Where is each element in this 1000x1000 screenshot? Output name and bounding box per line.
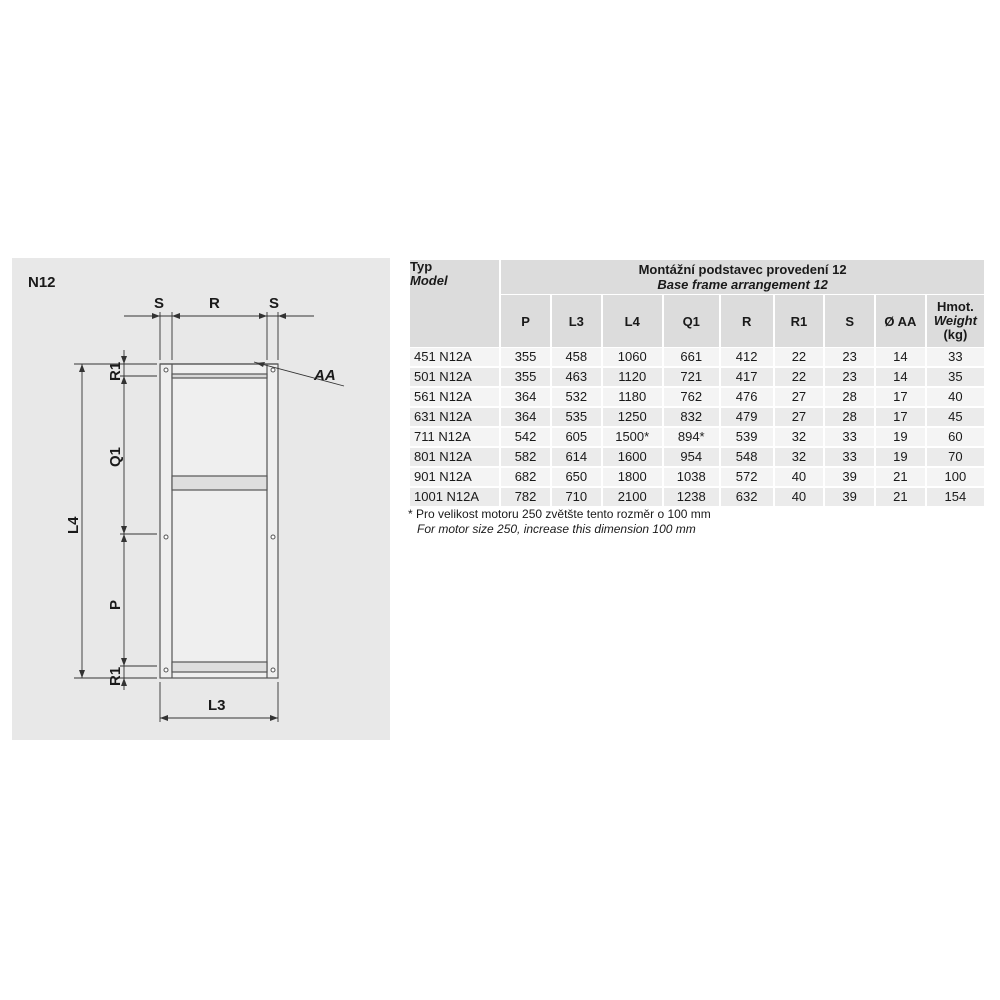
value-cell: 19	[876, 448, 925, 467]
value-cell: 954	[664, 448, 719, 467]
value-cell: 14	[876, 348, 925, 367]
value-cell: 1038	[664, 468, 719, 487]
value-cell: 355	[501, 348, 550, 367]
base-frame-drawing	[12, 258, 390, 740]
label-p: P	[107, 599, 124, 610]
label-s-left: S	[154, 295, 165, 312]
table-row	[410, 468, 984, 487]
typ-label: Typ	[410, 259, 433, 274]
value-cell: 33	[927, 348, 984, 367]
value-cell: 40	[775, 468, 824, 487]
value-cell: 412	[721, 348, 773, 367]
value-cell: 721	[664, 368, 719, 387]
model-cell: 901 N12A	[410, 468, 499, 487]
value-cell: 605	[552, 428, 601, 447]
frame-outline	[160, 364, 278, 678]
col-header-l4: L4	[603, 295, 662, 347]
col-header-aa: Ø AA	[876, 295, 925, 347]
label-q1: Q1	[107, 446, 124, 467]
value-cell: 479	[721, 408, 773, 427]
value-cell: 21	[876, 488, 925, 507]
value-cell: 762	[664, 388, 719, 407]
label-l3: L3	[208, 697, 226, 714]
value-cell: 463	[552, 368, 601, 387]
value-cell: 100	[927, 468, 984, 487]
col-header-l3: L3	[552, 295, 601, 347]
value-cell: 532	[552, 388, 601, 407]
table-row	[410, 408, 984, 427]
dimension-table	[408, 259, 986, 508]
value-cell: 1238	[664, 488, 719, 507]
col-header-q1: Q1	[664, 295, 719, 347]
model-cell: 451 N12A	[410, 348, 499, 367]
left-dimension-arrows	[79, 356, 127, 686]
value-cell: 355	[501, 368, 550, 387]
value-cell: 1500*	[603, 428, 662, 447]
model-cell: 561 N12A	[410, 388, 499, 407]
label-r1-bottom: R1	[107, 666, 124, 686]
value-cell: 650	[552, 468, 601, 487]
value-cell: 32	[775, 448, 824, 467]
value-cell: 17	[876, 388, 925, 407]
label-aa: AA	[314, 367, 336, 384]
table-row	[410, 348, 984, 367]
drawing-title: N12	[28, 274, 56, 291]
left-dimension-lines	[74, 350, 157, 690]
value-cell: 32	[775, 428, 824, 447]
value-cell: 1250	[603, 408, 662, 427]
typ-model-header	[410, 260, 499, 347]
table-row	[410, 488, 984, 507]
value-cell: 33	[825, 448, 874, 467]
value-cell: 832	[664, 408, 719, 427]
value-cell: 1060	[603, 348, 662, 367]
weight-unit: (kg)	[943, 327, 968, 342]
value-cell: 539	[721, 428, 773, 447]
value-cell: 60	[927, 428, 984, 447]
weight-en: Weight	[933, 313, 977, 328]
weight-cs: Hmot.	[936, 299, 974, 314]
model-cell: 711 N12A	[410, 428, 499, 447]
value-cell: 782	[501, 488, 550, 507]
value-cell: 40	[927, 388, 984, 407]
value-cell: 40	[775, 488, 824, 507]
group-title-en: Base frame arrangement 12	[657, 277, 828, 292]
value-cell: 710	[552, 488, 601, 507]
label-r1-top: R1	[107, 361, 124, 381]
col-header-r: R	[721, 295, 773, 347]
model-cell: 1001 N12A	[410, 488, 499, 507]
footnote-cs: * Pro velikost motoru 250 zvětšte tento rozměr o 100 mm	[408, 507, 711, 521]
value-cell: 23	[825, 348, 874, 367]
model-cell: 631 N12A	[410, 408, 499, 427]
value-cell: 661	[664, 348, 719, 367]
value-cell: 2100	[603, 488, 662, 507]
table-row	[410, 448, 984, 467]
value-cell: 17	[876, 408, 925, 427]
value-cell: 535	[552, 408, 601, 427]
group-header	[501, 260, 984, 294]
value-cell: 542	[501, 428, 550, 447]
value-cell: 22	[775, 348, 824, 367]
col-header-weight	[927, 295, 984, 347]
model-cell: 501 N12A	[410, 368, 499, 387]
value-cell: 1800	[603, 468, 662, 487]
value-cell: 458	[552, 348, 601, 367]
col-header-r1: R1	[775, 295, 824, 347]
table-row	[410, 368, 984, 387]
value-cell: 1600	[603, 448, 662, 467]
value-cell: 1120	[603, 368, 662, 387]
value-cell: 364	[501, 388, 550, 407]
table-row	[410, 388, 984, 407]
value-cell: 33	[825, 428, 874, 447]
model-cell: 801 N12A	[410, 448, 499, 467]
value-cell: 548	[721, 448, 773, 467]
value-cell: 27	[775, 388, 824, 407]
value-cell: 70	[927, 448, 984, 467]
value-cell: 22	[775, 368, 824, 387]
value-cell: 28	[825, 408, 874, 427]
table-body	[410, 348, 984, 507]
table-row	[410, 428, 984, 447]
col-header-p: P	[501, 295, 550, 347]
col-header-s: S	[825, 295, 874, 347]
value-cell: 894*	[664, 428, 719, 447]
value-cell: 572	[721, 468, 773, 487]
value-cell: 19	[876, 428, 925, 447]
value-cell: 1180	[603, 388, 662, 407]
label-s-right: S	[269, 295, 280, 312]
value-cell: 35	[927, 368, 984, 387]
value-cell: 632	[721, 488, 773, 507]
model-label: Model	[410, 273, 448, 288]
value-cell: 39	[825, 488, 874, 507]
value-cell: 39	[825, 468, 874, 487]
label-l4: L4	[65, 516, 82, 534]
value-cell: 614	[552, 448, 601, 467]
value-cell: 364	[501, 408, 550, 427]
value-cell: 682	[501, 468, 550, 487]
value-cell: 27	[775, 408, 824, 427]
footnote	[408, 507, 711, 537]
value-cell: 417	[721, 368, 773, 387]
value-cell: 28	[825, 388, 874, 407]
value-cell: 14	[876, 368, 925, 387]
drawing-panel	[12, 258, 390, 740]
group-title-cs: Montážní podstavec provedení 12	[638, 262, 847, 277]
value-cell: 154	[927, 488, 984, 507]
value-cell: 476	[721, 388, 773, 407]
value-cell: 23	[825, 368, 874, 387]
value-cell: 582	[501, 448, 550, 467]
footnote-en: For motor size 250, increase this dimension 100 mm	[417, 522, 696, 536]
top-dimension-lines	[124, 312, 314, 360]
label-r: R	[209, 295, 220, 312]
value-cell: 45	[927, 408, 984, 427]
value-cell: 21	[876, 468, 925, 487]
